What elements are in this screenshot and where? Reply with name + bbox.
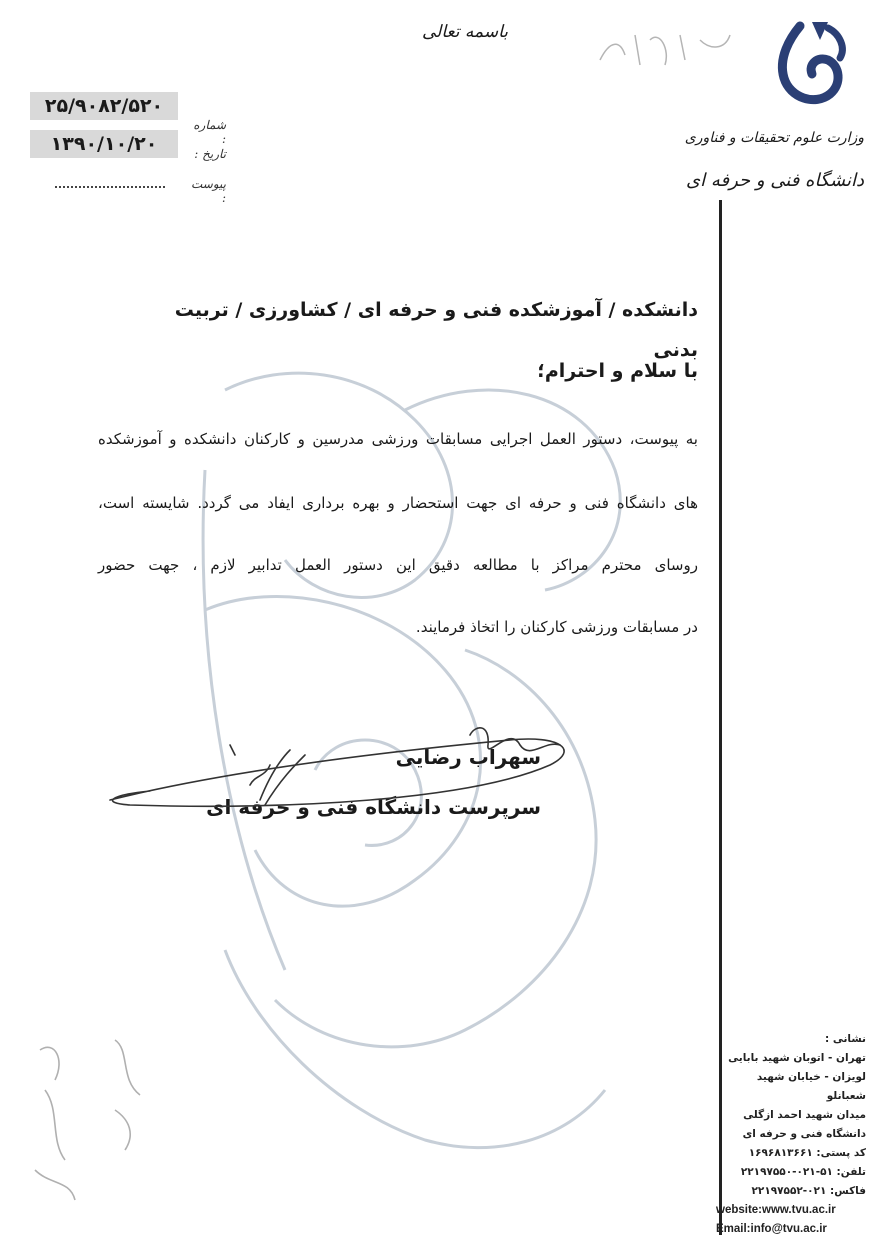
attachment-label: پیوست :	[191, 177, 226, 205]
signatory-title: سرپرست دانشگاه فنی و حرفه ای	[206, 795, 541, 819]
tvu-logo-icon	[770, 18, 850, 116]
letter-number: ۲۵/۹۰۸۲/۵۲۰	[30, 92, 178, 120]
website-link[interactable]: website:www.tvu.ac.ir	[716, 1204, 836, 1216]
pencil-annotation-icon	[590, 20, 740, 80]
university-name: دانشگاه فنی و حرفه ای	[686, 170, 864, 191]
date-label: تاریخ :	[194, 147, 226, 161]
fax-number: فاکس: ۰۲۱-۲۲۱۹۷۵۵۲	[751, 1185, 866, 1197]
letter-greeting: با سلام و احترام؛	[537, 360, 698, 382]
phone-number: تلفن: ۵۱-۰۲۱-۲۲۱۹۷۵۵۰	[740, 1166, 866, 1178]
body-line: در مسابقات ورزشی کارکنان را اتخاذ فرمایند.	[415, 618, 698, 636]
address-label: نشانی :	[825, 1033, 866, 1045]
signatory-name: سهراب رضایی	[395, 745, 541, 769]
attachment-dots	[55, 180, 165, 188]
footer-contact	[716, 1030, 866, 1235]
letter-addressee: دانشکده / آموزشکده فنی و حرفه ای / کشاورزی / تربیت بدنی	[174, 299, 698, 361]
ministry-name: وزارت علوم تحقیقات و فناوری	[684, 130, 864, 146]
number-label: شماره :	[193, 118, 226, 146]
address-line: میدان شهید احمد ازگلی	[743, 1109, 866, 1121]
handwritten-signature-icon	[90, 715, 590, 835]
address-line: لویزان - خیابان شهید شعبانلو	[756, 1071, 866, 1102]
basmala-heading: باسمه تعالی	[422, 22, 508, 42]
email-link[interactable]: Email:info@tvu.ac.ir	[716, 1223, 827, 1235]
letter-date: ۱۳۹۰/۱۰/۲۰	[30, 130, 178, 158]
postal-code: کد پستی: ۱۶۹۶۸۱۳۶۶۱	[748, 1147, 866, 1159]
pencil-annotation-icon	[20, 1020, 170, 1210]
body-line: های دانشگاه فنی و حرفه ای جهت استحضار و بهره برداری ایفاد می گردد. شایسته است،	[98, 494, 698, 512]
body-line: روسای محترم مراکز با مطالعه دقیق این دستور العمل تدابیر لازم ، جهت حضور	[98, 556, 698, 574]
address-line: دانشگاه فنی و حرفه ای	[742, 1128, 866, 1140]
address-line: تهران - اتوبان شهید بابایی	[728, 1052, 866, 1064]
body-line: به پیوست، دستور العمل اجرایی مسابقات ورزشی مدرسین و کارکنان دانشکده و آموزشکده	[98, 430, 698, 448]
